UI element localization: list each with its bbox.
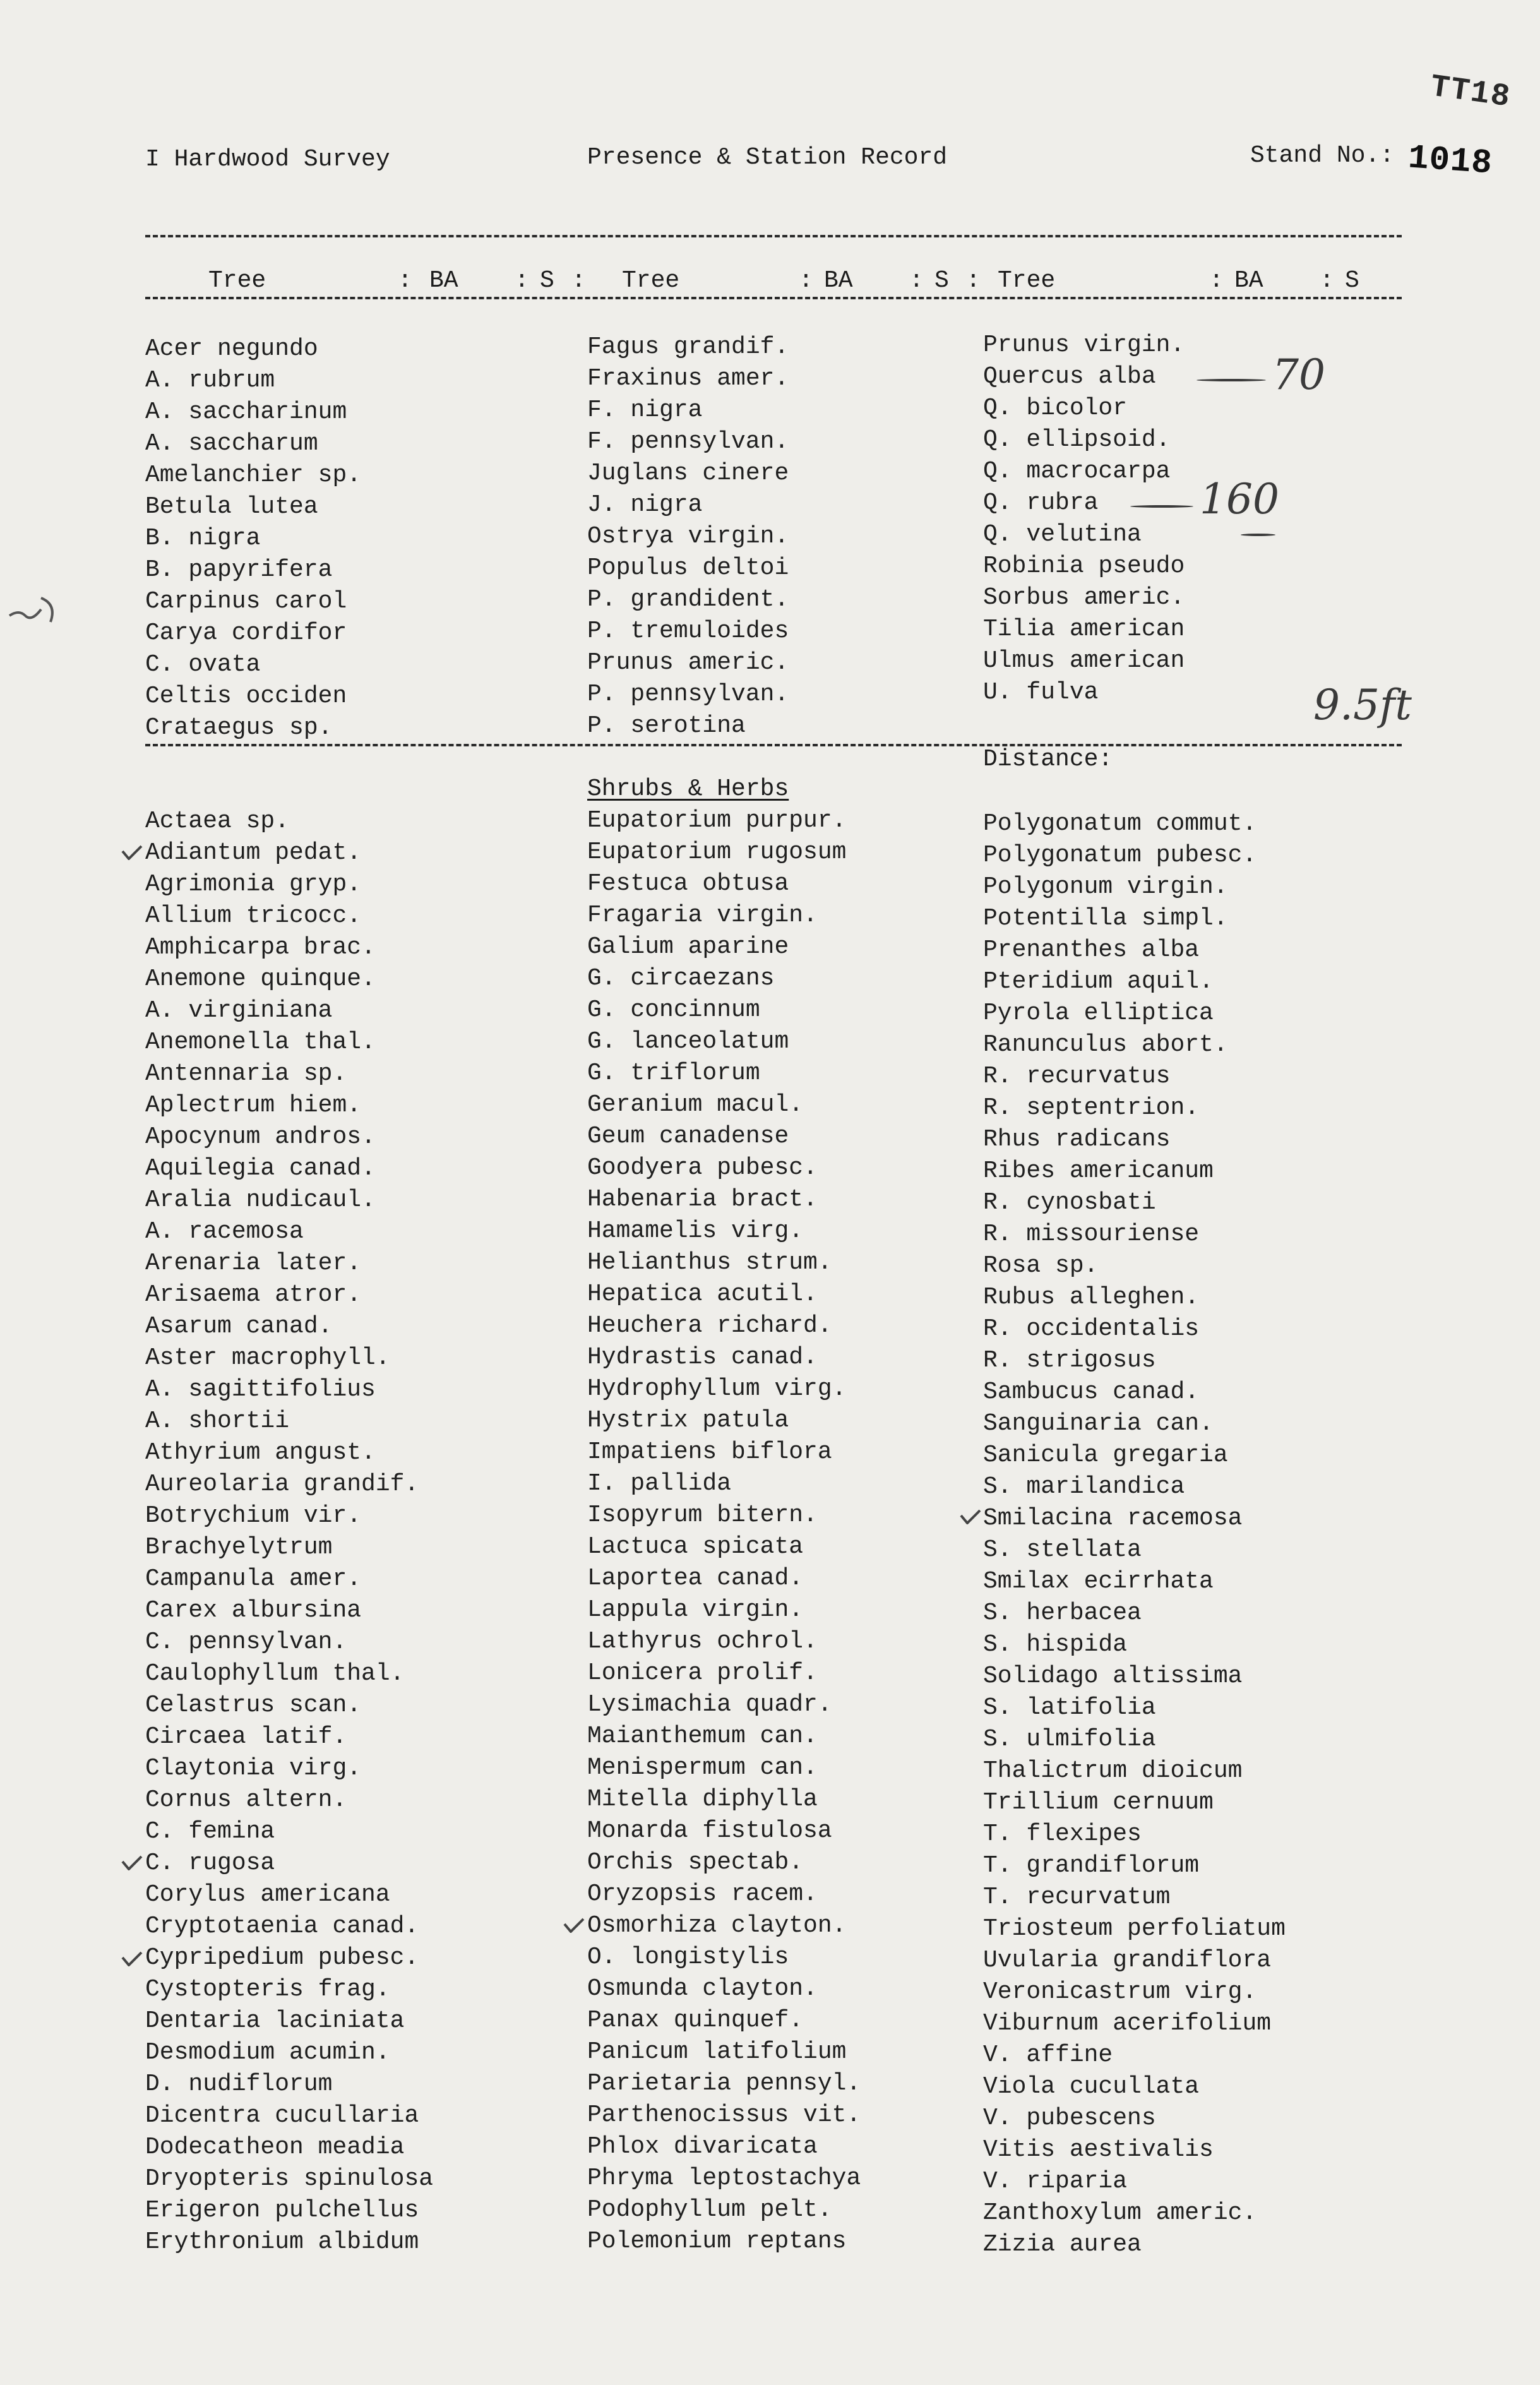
list-item: P. serotina	[587, 712, 746, 739]
survey-title: I Hardwood Survey	[145, 146, 390, 173]
list-item: Impatiens biflora	[587, 1438, 832, 1466]
list-item: Pyrola elliptica	[983, 1000, 1214, 1027]
list-item: Actaea sp.	[145, 808, 290, 835]
list-item: Arenaria later.	[145, 1250, 362, 1277]
list-item: Cryptotaenia canad.	[145, 1913, 419, 1940]
list-item: S. herbacea	[983, 1599, 1142, 1627]
list-item: Sanicula gregaria	[983, 1442, 1228, 1469]
list-item: Zanthoxylum americ.	[983, 2199, 1257, 2227]
list-item: S. stellata	[983, 1536, 1142, 1563]
pencil-dash-quercus	[1197, 379, 1266, 381]
list-item: T. recurvatum	[983, 1884, 1171, 1911]
list-item: Helianthus strum.	[587, 1249, 832, 1276]
header-colon-3: :	[571, 267, 586, 294]
list-item: Dryopteris spinulosa	[145, 2165, 434, 2192]
distance-label: Distance:	[983, 746, 1113, 773]
list-item: Arisaema atror.	[145, 1281, 362, 1308]
list-item: Anemone quinque.	[145, 965, 376, 993]
list-item: Antennaria sp.	[145, 1060, 347, 1087]
list-item: F. pennsylvan.	[587, 428, 789, 455]
list-item: Menispermum can.	[587, 1754, 818, 1781]
list-item: Thalictrum dioicum	[983, 1757, 1243, 1784]
list-item: U. fulva	[983, 679, 1099, 706]
list-item: Aureolaria grandif.	[145, 1471, 419, 1498]
list-item: Erigeron pulchellus	[145, 2197, 419, 2224]
list-item: Smilacina racemosa	[983, 1505, 1243, 1532]
header-colon-5: :	[909, 267, 924, 294]
list-item: Hydrophyllum virg.	[587, 1375, 847, 1402]
list-item: Campanula amer.	[145, 1565, 362, 1593]
list-item: G. circaezans	[587, 965, 775, 992]
stand-label: Stand No.:	[1250, 142, 1395, 169]
header-tree-1: Tree	[208, 267, 266, 294]
list-item: Carya cordifor	[145, 619, 347, 647]
list-item: Aster macrophyll.	[145, 1344, 390, 1372]
list-item: Eupatorium purpur.	[587, 807, 847, 834]
list-item: Polemonium reptans	[587, 2228, 847, 2255]
list-item: Q. macrocarpa	[983, 458, 1171, 485]
list-item: A. saccharinum	[145, 398, 347, 426]
list-item: Quercus alba	[983, 363, 1156, 390]
list-item: Prunus americ.	[587, 649, 789, 676]
list-item: Oryzopsis racem.	[587, 1880, 818, 1908]
list-item: V. riparia	[983, 2168, 1128, 2195]
list-item: Panax quinquef.	[587, 2007, 804, 2034]
list-item: Ostrya virgin.	[587, 523, 789, 550]
header-colon-2: :	[515, 267, 529, 294]
list-item: Rubus alleghen.	[983, 1284, 1200, 1311]
list-item: Polygonatum commut.	[983, 810, 1257, 837]
list-item: Sambucus canad.	[983, 1378, 1200, 1406]
list-item: Q. ellipsoid.	[983, 426, 1171, 453]
list-item: Caulophyllum thal.	[145, 1660, 405, 1687]
list-item: Tilia american	[983, 616, 1185, 643]
list-item: Aquilegia canad.	[145, 1155, 376, 1182]
list-item: Podophyllum pelt.	[587, 2196, 832, 2223]
list-item: Heuchera richard.	[587, 1312, 832, 1339]
list-item: Panicum latifolium	[587, 2038, 847, 2065]
list-item: Botrychium vir.	[145, 1502, 362, 1529]
list-item: Aralia nudicaul.	[145, 1187, 376, 1214]
list-item: Athyrium angust.	[145, 1439, 376, 1466]
header-ba-1: BA	[429, 267, 458, 294]
stand-number-stamp: 1018	[1407, 139, 1494, 184]
list-item: Viburnum acerifolium	[983, 2010, 1272, 2037]
tree-list-col1	[145, 333, 361, 744]
list-item: Brachyelytrum	[145, 1534, 333, 1561]
header-s-3: S	[1345, 267, 1359, 294]
list-item: Parthenocissus vit.	[587, 2101, 861, 2129]
list-item: S. ulmifolia	[983, 1726, 1156, 1753]
list-item: Celtis occiden	[145, 683, 347, 710]
list-item: Viola cucullata	[983, 2073, 1200, 2100]
list-item: P. pennsylvan.	[587, 681, 789, 708]
header-top-rule	[145, 235, 1402, 237]
list-item: A. saccharum	[145, 430, 318, 457]
list-item: A. racemosa	[145, 1218, 304, 1245]
list-item: Carpinus carol	[145, 588, 347, 615]
list-item: J. nigra	[587, 491, 703, 518]
list-item: Phryma leptostachya	[587, 2165, 861, 2192]
list-item: G. concinnum	[587, 996, 760, 1024]
list-item: Potentilla simpl.	[983, 905, 1228, 932]
list-item: G. triflorum	[587, 1060, 760, 1087]
list-item: Claytonia virg.	[145, 1755, 362, 1782]
list-item: Acer negundo	[145, 335, 318, 362]
list-item: Polygonum virgin.	[983, 873, 1228, 900]
check-mark-icon	[121, 845, 143, 860]
list-item: Dentaria laciniata	[145, 2007, 405, 2035]
list-item: Osmorhiza clayton.	[587, 1912, 847, 1939]
list-item: Goodyera pubesc.	[587, 1154, 818, 1181]
list-item: Rosa sp.	[983, 1252, 1099, 1279]
list-item: C. femina	[145, 1818, 275, 1845]
list-item: Lysimachia quadr.	[587, 1691, 832, 1718]
list-item: R. recurvatus	[983, 1063, 1171, 1090]
list-item: Triosteum perfoliatum	[983, 1915, 1286, 1942]
list-item: Festuca obtusa	[587, 870, 789, 897]
list-item: Celastrus scan.	[145, 1692, 362, 1719]
list-item: Q. rubra	[983, 489, 1099, 517]
shrub-list-col1	[145, 806, 433, 2258]
list-item: T. flexipes	[983, 1820, 1142, 1848]
list-item: Crataegus sp.	[145, 714, 333, 741]
list-item: I. pallida	[587, 1470, 732, 1497]
shrub-list-col2	[587, 805, 861, 2257]
list-item: S. marilandica	[983, 1473, 1185, 1500]
list-item: Veronicastrum virg.	[983, 1978, 1257, 2005]
list-item: Cornus altern.	[145, 1786, 347, 1814]
header-s-1: S	[540, 267, 554, 294]
header-colon-4: :	[799, 267, 813, 294]
list-item: Pteridium aquil.	[983, 968, 1214, 995]
list-item: Ribes americanum	[983, 1157, 1214, 1185]
list-item: Juglans cinere	[587, 460, 789, 487]
header-ba-2: BA	[824, 267, 853, 294]
tree-list-col3	[983, 330, 1185, 708]
list-item: B. nigra	[145, 525, 261, 552]
check-mark-icon	[563, 1918, 585, 1933]
list-item: Apocynum andros.	[145, 1123, 376, 1151]
list-item: Rhus radicans	[983, 1126, 1171, 1153]
list-item: R. septentrion.	[983, 1094, 1200, 1121]
list-item: A. sagittifolius	[145, 1376, 376, 1403]
list-item: Dicentra cucullaria	[145, 2102, 419, 2129]
list-item: Hamamelis virg.	[587, 1217, 804, 1245]
list-item: V. pubescens	[983, 2105, 1156, 2132]
list-item: Fraxinus amer.	[587, 365, 789, 392]
list-item: Vitis aestivalis	[983, 2136, 1214, 2163]
list-item: Solidago altissima	[983, 1663, 1243, 1690]
header-bottom-rule	[145, 297, 1402, 299]
list-item: Dodecatheon meadia	[145, 2134, 405, 2161]
list-item: Hydrastis canad.	[587, 1344, 818, 1371]
list-item: A. shortii	[145, 1408, 290, 1435]
list-item: R. cynosbati	[983, 1189, 1156, 1216]
list-item: Smilax ecirrhata	[983, 1568, 1214, 1595]
list-item: Ulmus american	[983, 647, 1185, 674]
list-item: G. lanceolatum	[587, 1028, 789, 1055]
check-mark-icon	[121, 1855, 143, 1870]
list-item: Osmunda clayton.	[587, 1975, 818, 2002]
list-item: Hepatica acutil.	[587, 1281, 818, 1308]
list-item: Allium tricocc.	[145, 902, 362, 929]
list-item: Erythronium albidum	[145, 2228, 419, 2256]
check-mark-icon	[960, 1509, 981, 1524]
list-item: B. papyrifera	[145, 556, 333, 583]
list-item: Prenanthes alba	[983, 936, 1200, 964]
list-item: Orchis spectab.	[587, 1849, 804, 1876]
list-item: Anemonella thal.	[145, 1029, 376, 1056]
list-item: P. tremuloides	[587, 618, 789, 645]
list-item: Ranunculus abort.	[983, 1031, 1228, 1058]
list-item: R. occidentalis	[983, 1315, 1200, 1342]
header-colon-7: :	[1209, 267, 1224, 294]
list-item: Sanguinaria can.	[983, 1410, 1214, 1437]
tree-list-col2	[587, 332, 789, 742]
list-item: D. nudiflorum	[145, 2071, 333, 2098]
list-item: T. grandiflorum	[983, 1852, 1200, 1879]
list-item: Parietaria pennsyl.	[587, 2070, 861, 2097]
list-item: S. hispida	[983, 1631, 1128, 1658]
list-item: Zizia aurea	[983, 2231, 1142, 2258]
list-item: Lactuca spicata	[587, 1533, 804, 1560]
handwritten-quercus-alba-value: 70	[1272, 350, 1325, 399]
header-s-2: S	[934, 267, 949, 294]
header-tree-2: Tree	[622, 267, 680, 294]
list-item: Trillium cernuum	[983, 1789, 1214, 1816]
list-item: A. rubrum	[145, 367, 275, 394]
list-item: Phlox divaricata	[587, 2133, 818, 2160]
list-item: C. ovata	[145, 651, 261, 678]
list-item: Adiantum pedat.	[145, 839, 362, 866]
list-item: Circaea latif.	[145, 1723, 347, 1750]
check-mark-icon	[121, 1951, 143, 1966]
header-ba-3: BA	[1234, 267, 1263, 294]
list-item: Polygonatum pubesc.	[983, 842, 1257, 869]
list-item: Q. velutina	[983, 521, 1142, 548]
trees-bottom-rule	[145, 744, 1402, 746]
list-item: Isopyrum bitern.	[587, 1502, 818, 1529]
list-item: Q. bicolor	[983, 395, 1128, 422]
list-item: Eupatorium rugosum	[587, 839, 847, 866]
record-title: Presence & Station Record	[587, 144, 948, 171]
pencil-dash-rubra	[1130, 505, 1193, 508]
list-item: P. grandident.	[587, 586, 789, 613]
list-item: Monarda fistulosa	[587, 1817, 832, 1844]
list-item: R. strigosus	[983, 1347, 1156, 1374]
list-item: Lappula virgin.	[587, 1596, 804, 1623]
header-tree-3: Tree	[998, 267, 1056, 294]
handwritten-q-rubra-value: 160	[1200, 475, 1279, 523]
list-item: R. missouriense	[983, 1221, 1200, 1248]
list-item: Agrimonia gryp.	[145, 871, 362, 898]
list-item: Populus deltoi	[587, 554, 789, 582]
list-item: A. virginiana	[145, 997, 333, 1024]
list-item: O. longistylis	[587, 1944, 789, 1971]
list-item: Desmodium acumin.	[145, 2039, 390, 2066]
list-item: Uvularia grandiflora	[983, 1947, 1272, 1974]
list-item: Fragaria virgin.	[587, 902, 818, 929]
handwritten-distance-value: 9.5ft	[1313, 681, 1412, 729]
shrub-list-col3	[983, 808, 1286, 2261]
list-item: V. affine	[983, 2041, 1113, 2069]
list-item: Mitella diphylla	[587, 1786, 818, 1813]
list-item: Lathyrus ochrol.	[587, 1628, 818, 1655]
list-item: Habenaria bract.	[587, 1186, 818, 1213]
header-colon-8: :	[1320, 267, 1334, 294]
list-item: F. nigra	[587, 397, 703, 424]
list-item: S. latifolia	[983, 1694, 1156, 1721]
list-item: Amelanchier sp.	[145, 462, 362, 489]
list-item: Fagus grandif.	[587, 333, 789, 361]
list-item: Laportea canad.	[587, 1565, 804, 1592]
list-item: Betula lutea	[145, 493, 318, 520]
list-item: Amphicarpa brac.	[145, 934, 376, 961]
list-item: Aplectrum hiem.	[145, 1092, 362, 1119]
list-item: Cypripedium pubesc.	[145, 1944, 419, 1971]
list-item: Maianthemum can.	[587, 1723, 818, 1750]
list-item: Geum canadense	[587, 1123, 789, 1150]
list-item: Corylus americana	[145, 1881, 390, 1908]
list-item: Cystopteris frag.	[145, 1976, 390, 2003]
list-item: Hystrix patula	[587, 1407, 789, 1434]
list-item: C. pennsylvan.	[145, 1629, 347, 1656]
list-item: Sorbus americ.	[983, 584, 1185, 611]
list-item: Carex albursina	[145, 1597, 362, 1624]
pencil-dash-velutina	[1241, 534, 1275, 536]
list-item: Robinia pseudo	[983, 553, 1185, 580]
stamp-top-number: TT18	[1428, 69, 1513, 116]
shrubs-herbs-heading: Shrubs & Herbs	[587, 775, 789, 803]
list-item: Geranium macul.	[587, 1091, 804, 1118]
header-colon-6: :	[966, 267, 981, 294]
list-item: Lonicera prolif.	[587, 1659, 818, 1687]
header-colon-1: :	[398, 267, 412, 294]
list-item: Prunus virgin.	[983, 332, 1185, 359]
list-item: Asarum canad.	[145, 1313, 333, 1340]
list-item: C. rugosa	[145, 1850, 275, 1877]
margin-pencil-mark-icon	[6, 590, 63, 628]
list-item: Galium aparine	[587, 933, 789, 960]
